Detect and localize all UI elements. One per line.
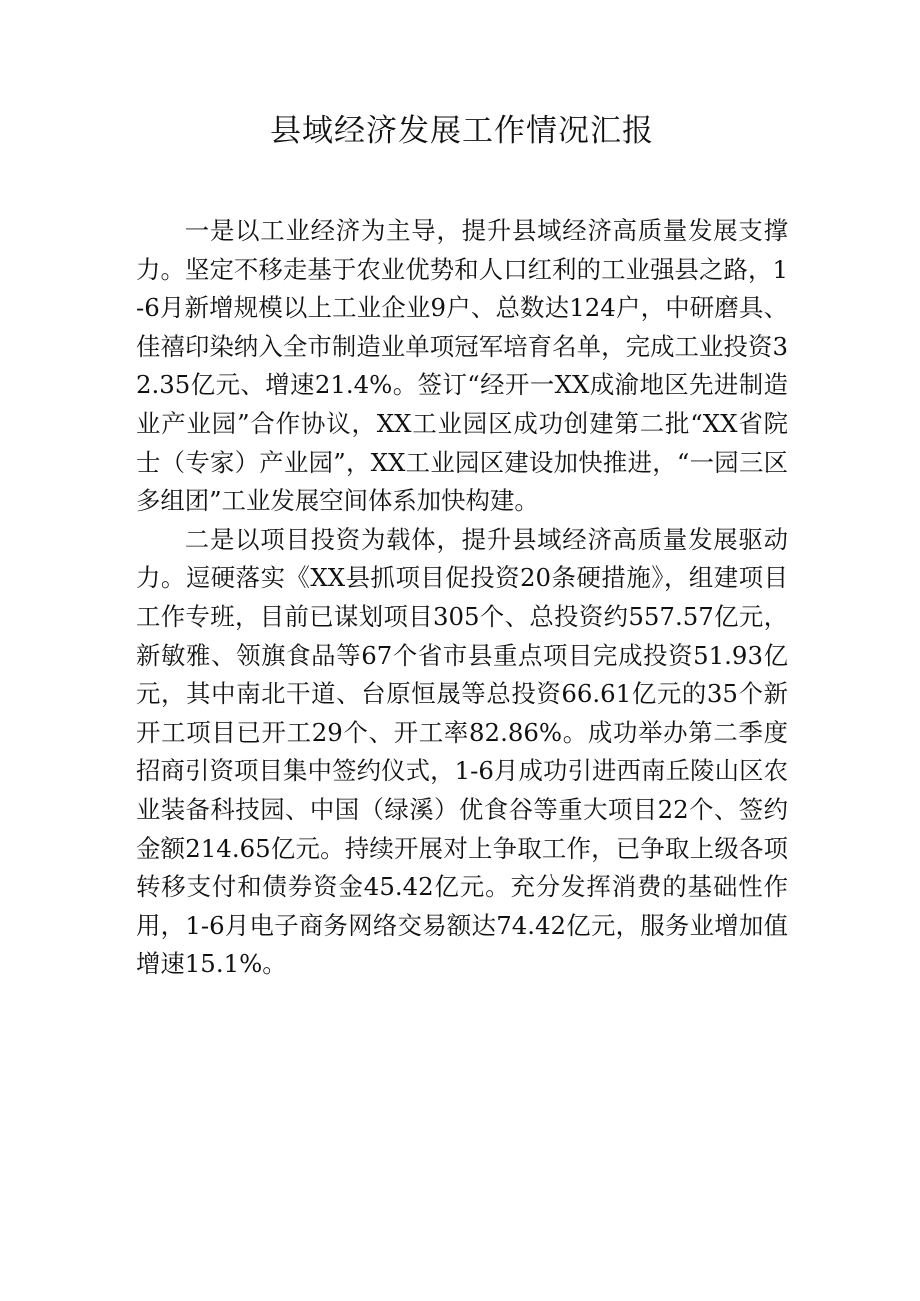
paragraph-project-investment: 二是以项目投资为载体，提升县域经济高质量发展驱动力。逗硬落实《XX县抓项目促投资20条硬措施》，组建项目工作专班，目前已谋划项目305个、总投资约557.57亿元，新敏雅、领旗食品等67个省市县重点项目完成投资51.93亿元，其中南北干道、台原恒晟等总投资66.61亿元的35个新开工项目已开工29个、开工率82.86%。成功举办第二季度招商引资项目集中签约仪式，1-6月成功引进西南丘陵山区农业装备科技园、中国（绿溪）优食谷等重大项目22个、签约金额214.65亿元。持续开展对上争取工作，已争取上级各项转移支付和债券资金45.42亿元。充分发挥消费的基础性作用，1-6月电子商务网络交易额达74.42亿元，服务业增加值增速15.1%。	[136, 524, 788, 979]
document-title: 县域经济发展工作情况汇报	[270, 113, 654, 149]
paragraph-industrial-economy: 一是以工业经济为主导，提升县域经济高质量发展支撑力。坚定不移走基于农业优势和人口红利的工业强县之路，1-6月新增规模以上工业企业9户、总数达124户，中研磨具、佳禧印染纳入全市制造业单项冠军培育名单，完成工业投资32.35亿元、增速21.4%。签订“经开一XX成渝地区先进制造业产业园”合作协议，XX工业园区成功创建第二批“XX省院士（专家）产业园”，XX工业园区建设加快推进，“一园三区多组团”工业发展空间体系加快构建。	[136, 216, 788, 516]
document-body	[136, 212, 788, 984]
